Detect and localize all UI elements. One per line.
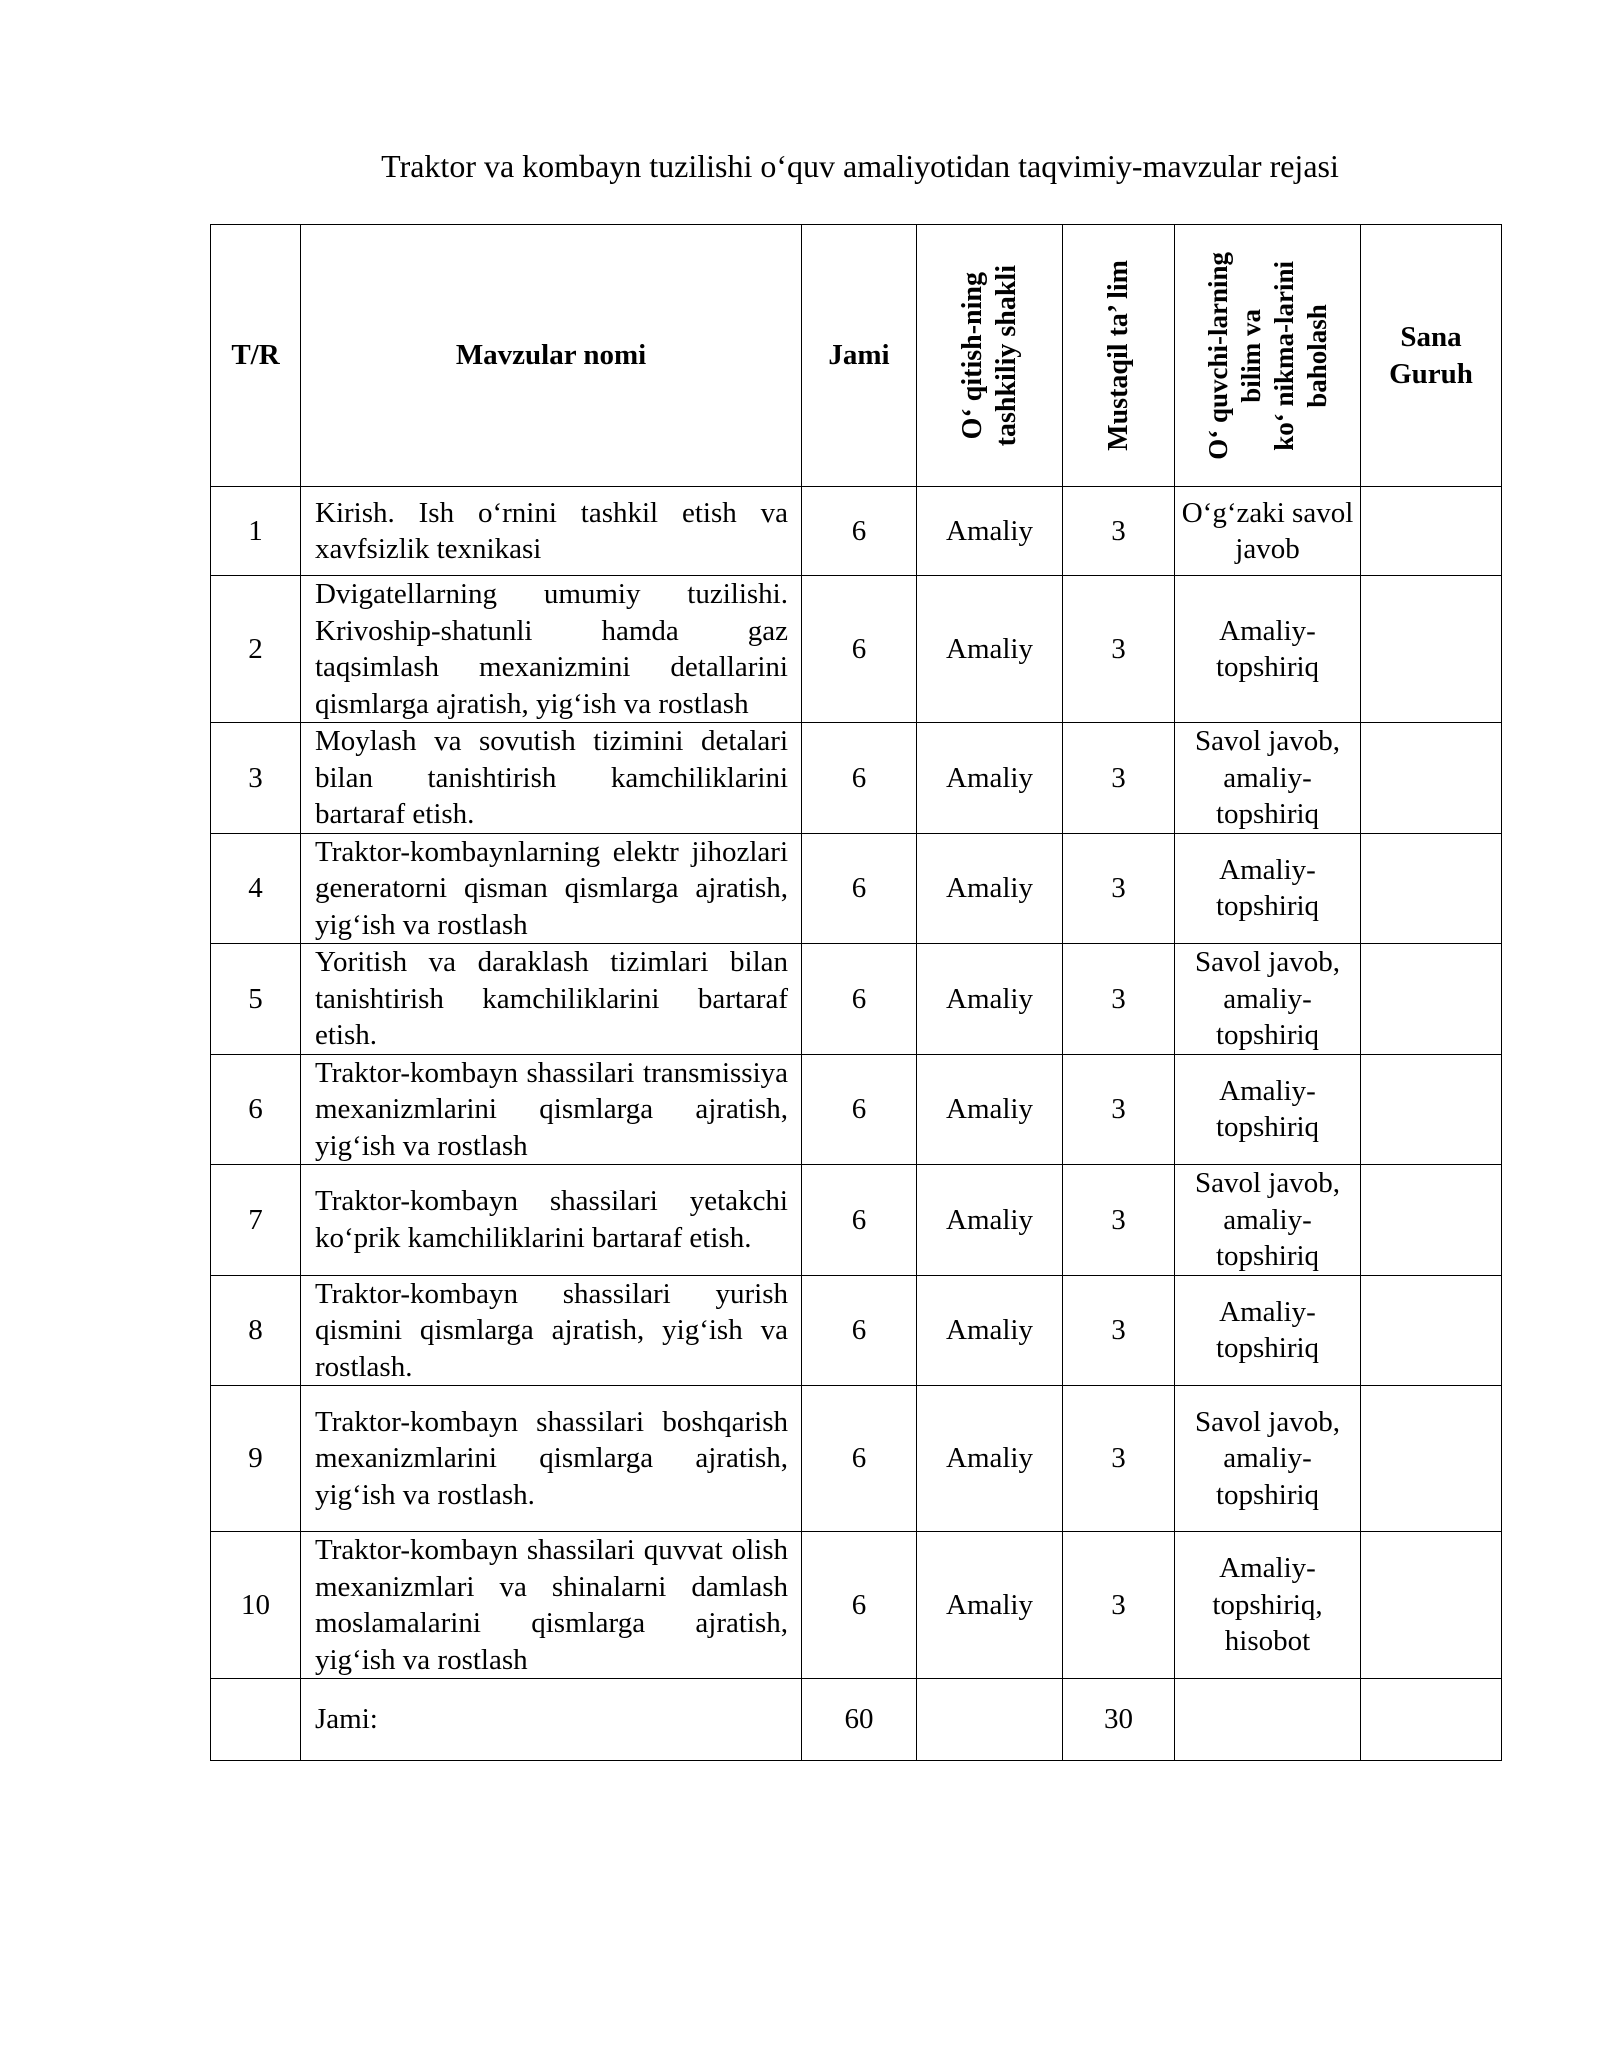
row-independent: 3 [1063,1275,1175,1386]
row-topic: Traktor-kombaynlarning elektr jihozlari generatorni qisman qismlarga ajratish, yig‘ish va rostlash [301,833,802,944]
row-assessment [1175,1054,1361,1165]
row-topic: Traktor-kombayn shassilari transmissiya mexanizmlarini qismlarga ajratish, yig‘ish va rostlash [301,1054,802,1165]
row-independent: 3 [1063,723,1175,834]
row-assessment-text: Amaliy-topshiriq, hisobot [1212,1552,1323,1658]
row-number: 3 [211,723,301,834]
row-assessment [1175,487,1361,576]
row-form: Amaliy [917,1386,1063,1532]
total-independent: 30 [1063,1679,1175,1761]
row-assessment-text: Savol javob, amaliy-topshiriq [1195,725,1340,830]
header-form [917,225,1063,487]
row-form: Amaliy [917,723,1063,834]
total-form [917,1679,1063,1761]
row-assessment-text: Amaliy-topshiriq [1215,614,1320,683]
schedule-table [210,224,1502,1761]
row-date [1361,833,1502,944]
table-row [211,944,1502,1055]
row-form: Amaliy [917,576,1063,723]
row-number: 7 [211,1165,301,1276]
header-assessment [1175,225,1361,487]
row-number: 1 [211,487,301,576]
row-form: Amaliy [917,1275,1063,1386]
table-row [211,1532,1502,1679]
total-row [211,1679,1502,1761]
header-independent-text: Mustaqil ta’ lim [1102,260,1134,451]
row-assessment [1175,1165,1361,1276]
table-row [211,723,1502,834]
row-topic: Dvigatellarning umumiy tuzilishi. Krivoship-shatunli hamda gaz taqsimlash mexanizmini detallarini qismlarga ajratish, yig‘ish va rostlash [301,576,802,723]
row-date [1361,1165,1502,1276]
header-assess-line2: bilim va [1235,308,1266,403]
row-form: Amaliy [917,944,1063,1055]
row-assessment [1175,833,1361,944]
row-assessment [1175,1386,1361,1532]
table-row [211,1275,1502,1386]
row-number: 8 [211,1275,301,1386]
row-total: 6 [802,1532,917,1679]
row-total: 6 [802,1165,917,1276]
row-independent: 3 [1063,1386,1175,1532]
row-date [1361,944,1502,1055]
row-number: 4 [211,833,301,944]
row-total: 6 [802,576,917,723]
header-row [211,225,1502,487]
table-row [211,1165,1502,1276]
row-independent: 3 [1063,1165,1175,1276]
row-total: 6 [802,723,917,834]
row-topic: Moylash va sovutish tizimini detalari bilan tanishtirish kamchiliklarini bartaraf etish. [301,723,802,834]
row-number: 10 [211,1532,301,1679]
row-assessment-text: Amaliy-topshiriq [1215,1074,1320,1144]
row-assessment [1175,576,1361,723]
row-topic: Kirish. Ish o‘rnini tashkil etish va xavfsizlik texnikasi [301,487,802,576]
table-row [211,576,1502,723]
header-topic: Mavzular nomi [301,225,802,487]
row-independent: 3 [1063,576,1175,723]
total-label: Jami: [301,1679,802,1761]
row-topic: Traktor-kombayn shassilari quvvat olish mexanizmlari va shinalarni damlash moslamalarini qismlarga ajratish, yig‘ish va rostlash [301,1532,802,1679]
row-form: Amaliy [917,833,1063,944]
header-num: T/R [211,225,301,487]
row-date [1361,723,1502,834]
header-date-line1: Sana [1400,321,1462,353]
row-number: 2 [211,576,301,723]
row-independent: 3 [1063,487,1175,576]
table-row [211,487,1502,576]
row-independent: 3 [1063,1054,1175,1165]
row-assessment [1175,1532,1361,1679]
row-assessment-text: Savol javob, amaliy-topshiriq [1195,1167,1340,1272]
header-assess-line1: O‘ quvchi-larning [1202,251,1233,460]
row-assessment-text: Amaliy-topshiriq [1215,1295,1320,1365]
header-assess-line4: baholash [1301,303,1332,408]
row-date [1361,576,1502,723]
row-total: 6 [802,944,917,1055]
row-total: 6 [802,833,917,944]
row-form: Amaliy [917,1165,1063,1276]
row-total: 6 [802,1275,917,1386]
header-total: Jami [802,225,917,487]
row-assessment [1175,944,1361,1055]
row-form: Amaliy [917,1054,1063,1165]
header-form-line2: tashkiliy shakli [990,264,1022,447]
row-total: 6 [802,1386,917,1532]
page-title: Traktor va kombayn tuzilishi o‘quv amaliyotidan taqvimiy-mavzular rejasi [381,148,1339,184]
row-total: 6 [802,487,917,576]
row-topic: Traktor-kombayn shassilari yetakchi ko‘prik kamchiliklarini bartaraf etish. [301,1165,802,1276]
table-row [211,1054,1502,1165]
row-date [1361,487,1502,576]
header-assess-line3: ko‘ nikma-larini [1268,260,1299,451]
header-date-line2: Guruh [1389,357,1473,390]
row-assessment [1175,1275,1361,1386]
row-number: 6 [211,1054,301,1165]
row-date [1361,1275,1502,1386]
row-date [1361,1386,1502,1532]
total-date [1361,1679,1502,1761]
header-form-line1: O‘ qitish-ning [956,271,988,440]
header-date-group [1361,225,1502,487]
row-form: Amaliy [917,487,1063,576]
row-date [1361,1054,1502,1165]
row-date [1361,1532,1502,1679]
row-topic: Traktor-kombayn shassilari yurish qismini qismlarga ajratish, yig‘ish va rostlash. [301,1275,802,1386]
header-independent [1063,225,1175,487]
row-number: 9 [211,1386,301,1532]
total-assessment [1175,1679,1361,1761]
row-independent: 3 [1063,833,1175,944]
row-number: 5 [211,944,301,1055]
row-assessment-text: Savol javob, amaliy-topshiriq [1195,1405,1340,1511]
total-row-number [211,1679,301,1761]
row-independent: 3 [1063,1532,1175,1679]
row-assessment-text: Amaliy-topshiriq [1215,853,1320,923]
row-topic: Yoritish va daraklash tizimlari bilan tanishtirish kamchiliklarini bartaraf etish. [301,944,802,1055]
total-hours: 60 [802,1679,917,1761]
table-row [211,1386,1502,1532]
row-topic: Traktor-kombayn shassilari boshqarish mexanizmlarini qismlarga ajratish, yig‘ish va rostlash. [301,1386,802,1532]
table-row [211,833,1502,944]
row-independent: 3 [1063,944,1175,1055]
row-assessment [1175,723,1361,834]
row-assessment-text: O‘g‘zaki savol javob [1181,496,1354,565]
row-form: Amaliy [917,1532,1063,1679]
row-total: 6 [802,1054,917,1165]
row-assessment-text: Savol javob, amaliy-topshiriq [1195,946,1340,1051]
